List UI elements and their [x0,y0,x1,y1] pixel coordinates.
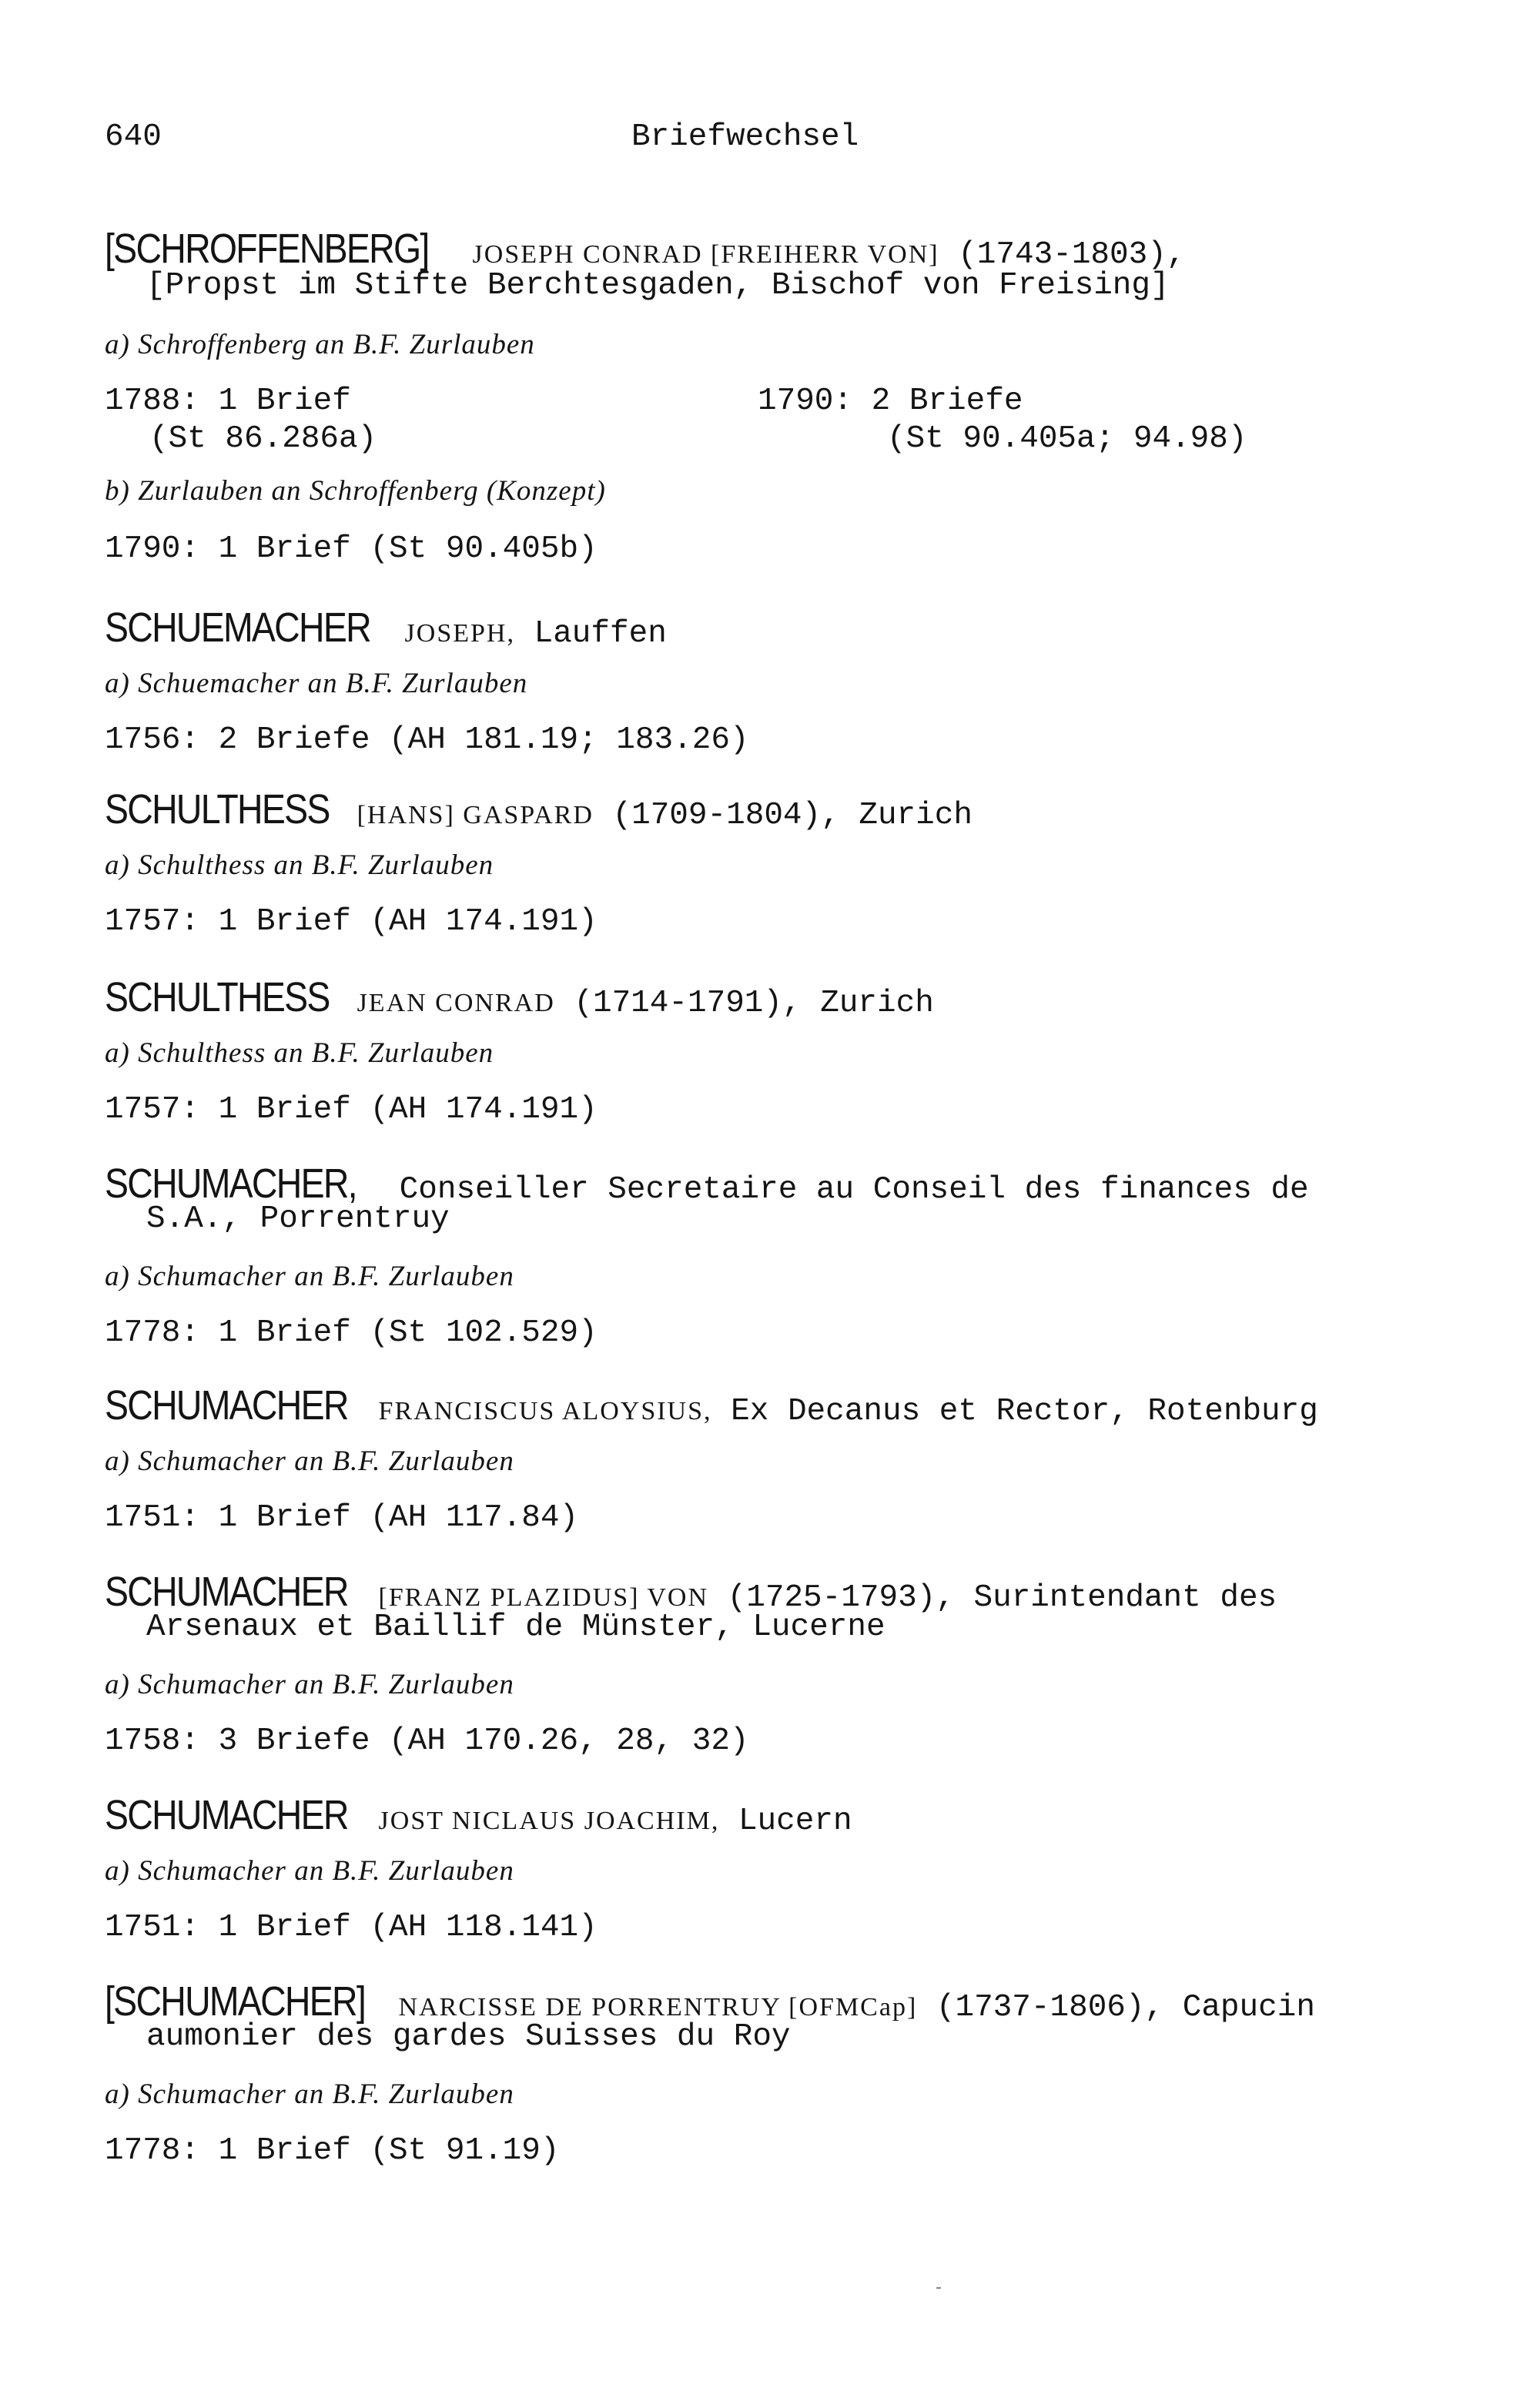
entry-forename: JEAN CONRAD [349,989,555,1017]
letters-count: 1790: 2 Briefe [758,384,1023,419]
letters-reference: (St 90.405a; 94.98) [887,421,1247,457]
letters-count: 1757: 1 Brief (AH 174.191) [105,1092,598,1127]
letters-count: 1756: 2 Briefe (AH 181.19; 183.26) [105,722,749,758]
entry-name: SCHULTHESS [105,786,330,832]
entry-name: SCHUMACHER, [105,1161,357,1207]
correspondence-direction-a: a) Schulthess an B.F. Zurlauben [105,849,494,881]
entry-forename: [HANS] GASPARD [349,801,594,829]
letters-count: 1778: 1 Brief (St 102.529) [105,1315,598,1351]
entry-description: (1714-1791), Zurich [554,986,934,1021]
entry-description-cont: Arsenaux et Baillif de Münster, Lucerne [146,1610,886,1645]
correspondence-direction-a: a) Schulthess an B.F. Zurlauben [105,1037,494,1069]
entry-forename: [FRANZ PLAZIDUS] VON [370,1583,709,1612]
entry-description: Lauffen [514,616,667,652]
letters-count: 1758: 3 Briefe (AH 170.26, 28, 32) [105,1723,749,1759]
correspondence-direction-a: a) Schumacher an B.F. Zurlauben [105,1445,514,1477]
correspondence-direction-a: a) Schumacher an B.F. Zurlauben [105,1855,514,1887]
entry-forename: JOSEPH, [397,619,515,648]
correspondence-direction-a: a) Schumacher an B.F. Zurlauben [105,1669,514,1700]
entry-description: Conseiller Secretaire au Conseil des finances de [380,1172,1309,1208]
entry-description: (1709-1804), Zurich [593,798,973,833]
entry-description: (1743-1803), [939,237,1186,273]
letters-count: 1757: 1 Brief (AH 174.191) [105,904,598,940]
letters-count: 1788: 1 Brief [105,384,351,419]
entry-forename: NARCISSE DE PORRENTRUY [OFMCap] [390,1993,918,2022]
entry-name: SCHUMACHER [105,1792,348,1838]
entry-heading [105,1382,1318,1431]
entry-name: [SCHROFFENBERG] [105,226,429,272]
entry-name: SCHULTHESS [105,974,330,1020]
correspondence-direction-a: a) Schumacher an B.F. Zurlauben [105,2078,514,2110]
entry-heading [105,605,667,653]
entry-heading [105,1792,852,1841]
scan-speck [936,2287,941,2289]
entry-description: (1737-1806), Capucin [917,1990,1315,2025]
letters-count: 1751: 1 Brief (AH 118.141) [105,1910,598,1945]
running-title: Briefwechsel [631,119,859,155]
correspondence-direction-a: a) Schumacher an B.F. Zurlauben [105,1261,514,1292]
entry-heading [105,974,934,1023]
letters-count: 1778: 1 Brief (St 91.19) [105,2133,560,2169]
entry-forename: JOST NICLAUS JOACHIM, [370,1807,720,1835]
correspondence-direction-a: a) Schuemacher an B.F. Zurlauben [105,668,528,699]
entry-description-cont: [Propst im Stifte Berchtesgaden, Bischof von Freising] [146,268,1170,303]
correspondence-direction-b: b) Zurlauben an Schroffenberg (Konzept) [105,475,606,507]
letters-reference: (St 86.286a) [149,421,377,457]
entry-description: Ex Decanus et Rector, Rotenburg [711,1394,1318,1429]
page-number: 640 [105,119,162,155]
entry-description: (1725-1793), Surintendant des [708,1580,1277,1616]
entry-description-cont: aumonier des gardes Suisses du Roy [146,2019,791,2055]
entry-description: Lucern [719,1804,852,1839]
entry-forename: FRANCISCUS ALOYSIUS, [370,1397,712,1425]
entry-forename: JOSEPH CONRAD [FREIHERR VON] [464,240,939,269]
letters-count: 1751: 1 Brief (AH 117.84) [105,1500,579,1536]
entry-name: [SCHUMACHER] [105,1978,366,2025]
entry-name: SCHUEMACHER [105,605,370,651]
letters-count: 1790: 1 Brief (St 90.405b) [105,531,598,567]
entry-name: SCHUMACHER [105,1569,348,1615]
entry-description-cont: S.A., Porrentruy [146,1201,450,1237]
entry-name: SCHUMACHER [105,1382,348,1429]
entry-heading [105,786,973,835]
correspondence-direction-a: a) Schroffenberg an B.F. Zurlauben [105,329,535,360]
